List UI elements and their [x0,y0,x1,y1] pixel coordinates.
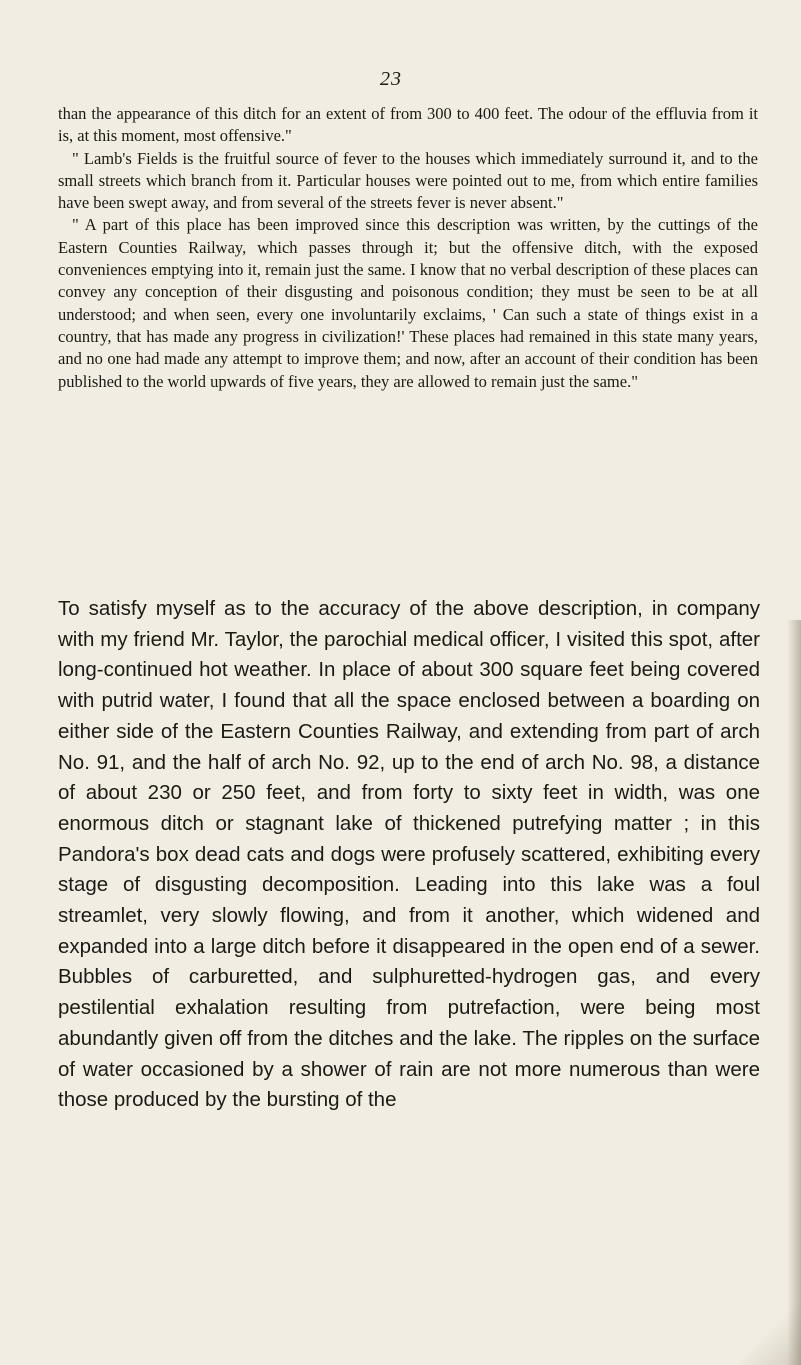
page-edge-shadow [787,620,801,1365]
body-paragraph: To satisfy myself as to the accuracy of the above description, in company with my friend Mr. Taylor, the parochial medical officer, I visited this spot, after long-continued hot weather. In place of about 300 square feet being covered with putrid water, I found that all the space enclosed between a boarding on either side of the Eastern Counties Railway, and extending from part of arch No. 91, and the half of arch No. 92, up to the end of arch No. 98, a distance of about 230 or 250 feet, and from forty to sixty feet in width, was one enormous ditch or stagnant lake of thickened putrefying matter ; in this Pandora's box dead cats and dogs were profusely scattered, exhibiting every stage of disgusting decomposition. Leading into this lake was a foul streamlet, very slowly flowing, and from it another, which widened and expanded into a large ditch before it disappeared in the open end of a sewer. Bubbles of carburetted, and sulphuretted-hydrogen gas, and every pestilential exhalation resulting from putrefaction, were being most abundantly given off from the ditches and the lake. The ripples on the surface of water occasioned by a shower of rain are not more numerous than were those produced by the bursting of the [58,597,760,1112]
quote-paragraph-1: than the appearance of this ditch for an extent of from 300 to 400 feet. The odour of the effluvia from it is, at this moment, most offensive." [58,104,758,146]
page-number: 23 [380,68,402,90]
page-corner-shadow [711,1285,801,1365]
main-text [58,594,760,1116]
quoted-passage [58,103,758,393]
quote-paragraph-3: " A part of this place has been improved since this description was written, by the cuttings of the Eastern Counties Railway, which passes through it; but the offensive ditch, with the exposed conveniences emptying into it, remain just the same. I know that no verbal description of these places can convey any conception of their disgusting and poisonous condition; they must be seen to be at all understood; and when seen, every one involuntarily exclaims, ' Can such a state of things exist in a country, that has made any progress in civilization!' These places had remained in this state many years, and no one had made any attempt to improve them; and now, after an account of their condition has been published to the world upwards of five years, they are allowed to remain just the same." [58,215,758,391]
quote-paragraph-2: " Lamb's Fields is the fruitful source of fever to the houses which immediately surround it, and to the small streets which branch from it. Particular houses were pointed out to me, from which entire families have been swept away, and from several of the streets fever is never absent." [58,148,758,213]
